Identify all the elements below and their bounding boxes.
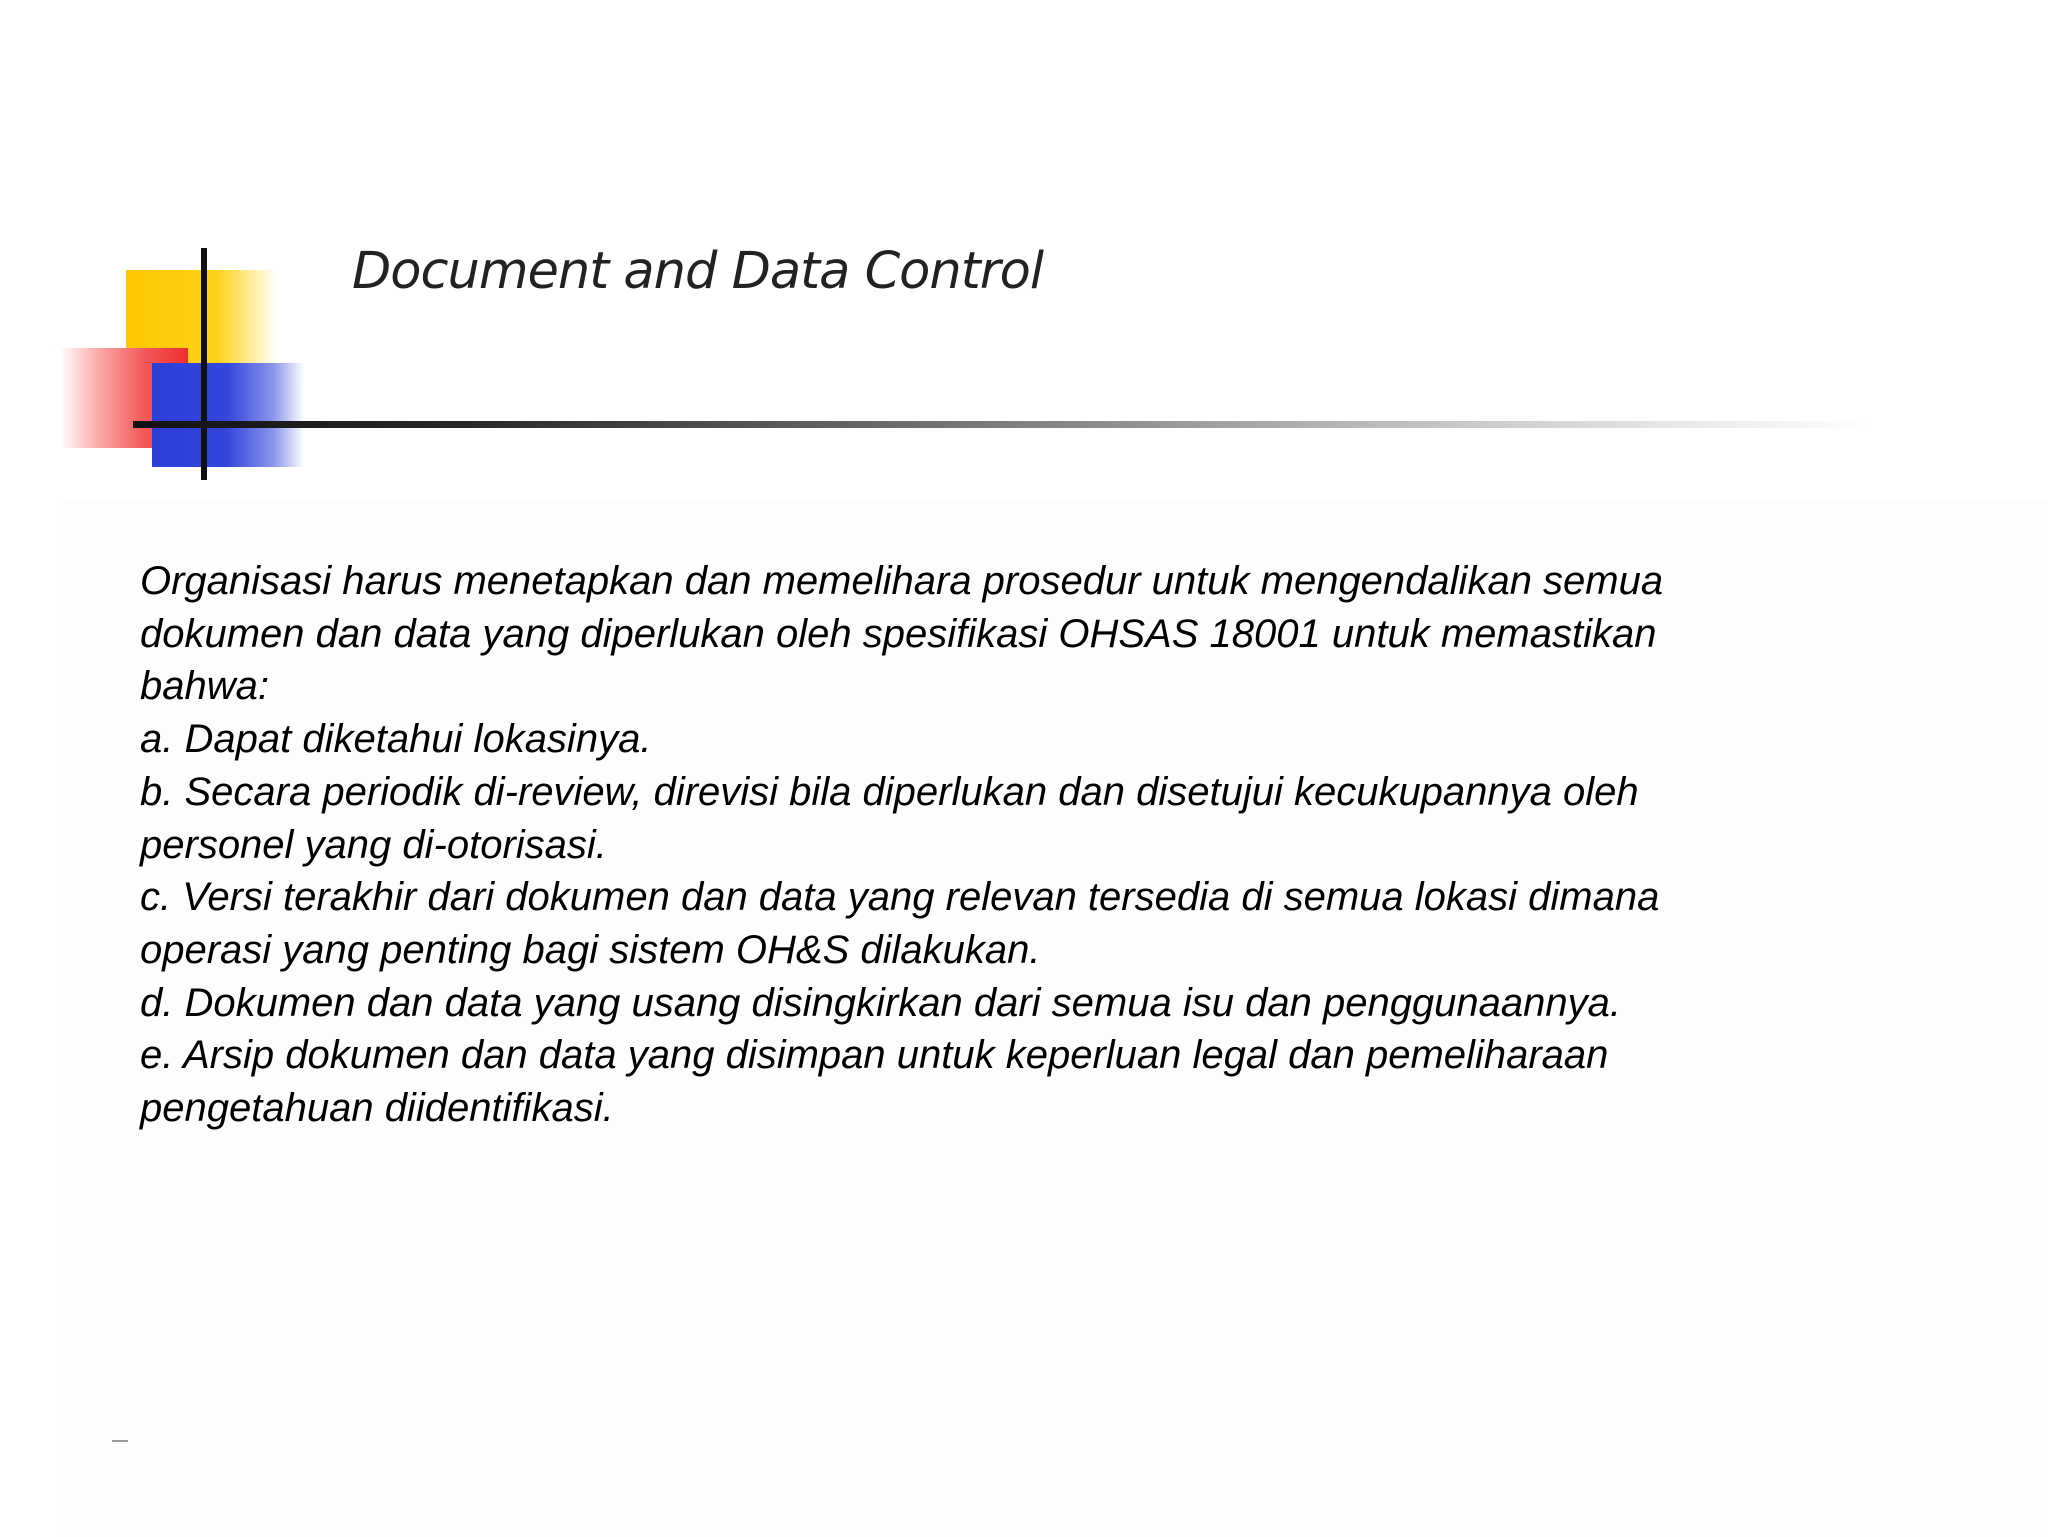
list-item-line: pengetahuan diidentifikasi. — [140, 1086, 614, 1131]
list-item-d — [140, 977, 1860, 1030]
intro-paragraph — [140, 555, 1860, 713]
intro-line: dokumen dan data yang diperlukan oleh spesifikasi OHSAS 18001 untuk memastikan — [140, 611, 1657, 656]
slide-body — [140, 555, 1860, 1135]
list-item-c — [140, 871, 1860, 976]
intro-line: bahwa: — [140, 664, 269, 709]
list-item-line: e. Arsip dokumen dan data yang disimpan untuk keperluan legal dan pemeliharaan — [140, 1033, 1609, 1078]
list-item-line: d. Dokumen dan data yang usang disingkirkan dari semua isu dan penggunaannya. — [140, 980, 1622, 1025]
list-item-line: personel yang di-otorisasi. — [140, 822, 607, 867]
footer-mark — [112, 1440, 128, 1442]
intro-line: Organisasi harus menetapkan dan memelihara prosedur untuk mengendalikan semua — [140, 559, 1664, 603]
list-item-a — [140, 713, 1860, 766]
list-item-line: b. Secara periodik di-review, direvisi bila diperlukan dan disetujui kecukupannya oleh — [140, 769, 1639, 814]
decor-vertical-line — [201, 248, 207, 480]
list-item-line: c. Versi terakhir dari dokumen dan data yang relevan tersedia di semua lokasi dimana — [140, 875, 1660, 920]
list-item-e — [140, 1029, 1860, 1134]
decor-blue-square — [152, 363, 304, 467]
title-underline — [133, 421, 1873, 428]
list-item-line: operasi yang penting bagi sistem OH&S dilakukan. — [140, 927, 1041, 972]
list-item-line: a. Dapat diketahui lokasinya. — [140, 717, 652, 762]
slide-title: Document and Data Control — [352, 242, 1044, 301]
list-item-b — [140, 766, 1860, 871]
